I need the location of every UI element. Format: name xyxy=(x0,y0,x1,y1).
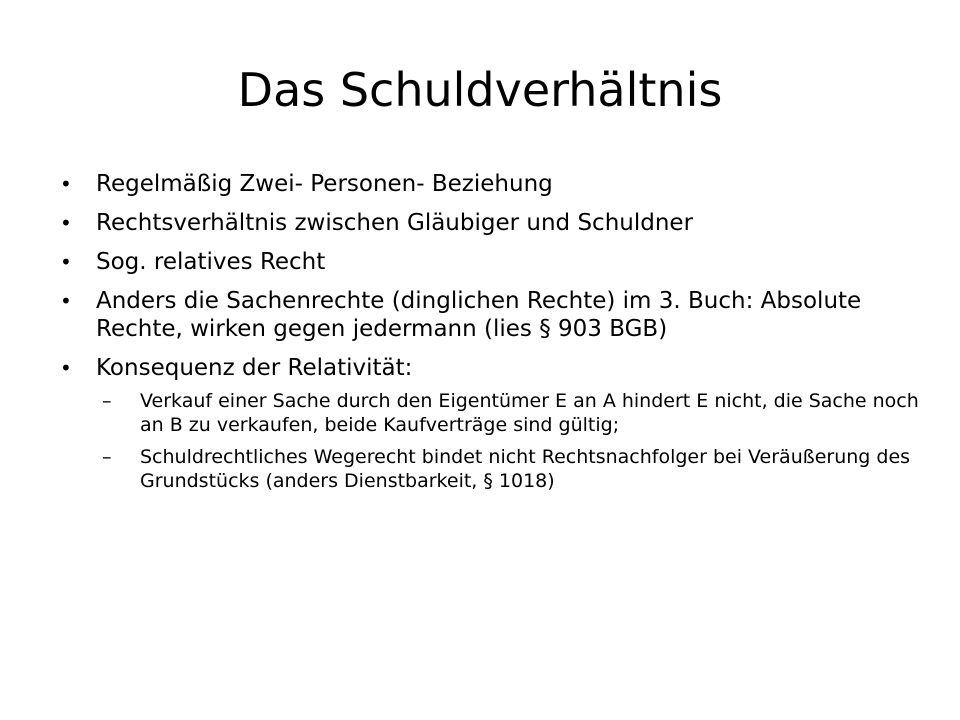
bullet-text: Anders die Sachenrechte (dinglichen Rechte) im 3. Buch: Absolute Rechte, wirken gegen jedermann (lies § 903 BGB) xyxy=(96,288,862,342)
bullet-item xyxy=(60,170,920,198)
bullet-icon: • xyxy=(60,211,72,235)
dash-icon: – xyxy=(102,390,112,412)
bullet-icon: • xyxy=(60,172,72,196)
sub-item-text: Schuldrechtliches Wegerecht bindet nicht Rechtsnachfolger bei Veräußerung des Grundstücks (anders Dienstbarkeit, § 1018) xyxy=(140,446,911,492)
bullet-item xyxy=(60,354,920,382)
sub-item xyxy=(60,389,920,437)
bullet-text: Regelmäßig Zwei- Personen- Beziehung xyxy=(96,171,553,197)
bullet-item xyxy=(60,209,920,237)
slide-title: Das Schuldverhältnis xyxy=(237,63,723,117)
sub-list xyxy=(60,389,920,493)
dash-icon: – xyxy=(102,446,112,468)
bullet-item xyxy=(60,287,920,343)
bullet-icon: • xyxy=(60,356,72,380)
bullet-text: Sog. relatives Recht xyxy=(96,249,326,275)
bullet-icon: • xyxy=(60,289,72,313)
sub-item xyxy=(60,445,920,493)
bullet-icon: • xyxy=(60,250,72,274)
bullet-list xyxy=(60,170,920,501)
bullet-text: Konsequenz der Relativität: xyxy=(96,355,413,381)
bullet-text: Rechtsverhältnis zwischen Gläubiger und Schuldner xyxy=(96,210,694,236)
sub-item-text: Verkauf einer Sache durch den Eigentümer E an A hindert E nicht, die Sache noch an B zu verkaufen, beide Kaufverträge sind gültig; xyxy=(140,390,919,436)
bullet-item xyxy=(60,248,920,276)
